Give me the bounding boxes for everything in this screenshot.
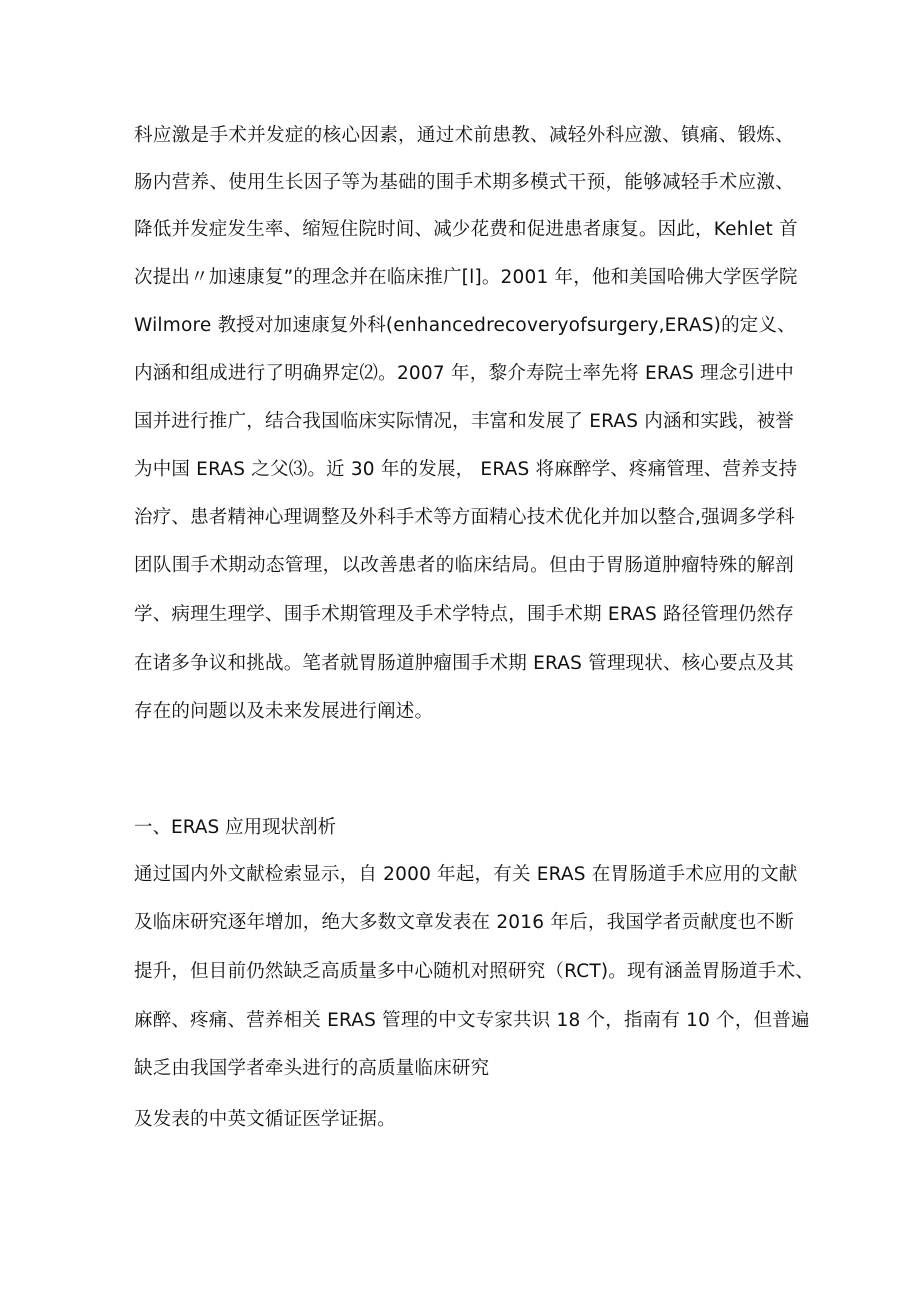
- text-line: 内涵和组成进行了明确界定⑵。2007 年，黎介寿院士率先将 ERAS 理念引进中: [134, 363, 794, 384]
- text-line: 为中国 ERAS 之父⑶。近 30 年的发展， ERAS 将麻醉学、疼痛管理、营养支持: [134, 459, 798, 480]
- text-line: 治疗、患者精神心理调整及外科手术等方面精心技术优化并加以整合,强调多学科: [134, 507, 795, 528]
- text-line: 缺乏由我国学者牵头进行的高质量临床研究: [134, 1058, 490, 1079]
- text-line: 学、病理生理学、围手术期管理及手术学特点，围手术期 ERAS 路径管理仍然存: [134, 604, 794, 625]
- text-line: 及发表的中英文循证医学证据。: [134, 1109, 396, 1130]
- text-line: 肠内营养、使用生长因子等为基础的围手术期多模式干预，能够减轻手术应激、: [134, 172, 794, 193]
- text-line: 在诸多争议和挑战。笔者就胃肠道肿瘤围手术期 ERAS 管理现状、核心要点及其: [134, 653, 794, 674]
- text-line: 科应激是手术并发症的核心因素，通过术前患教、减轻外科应激、镇痛、锻炼、: [134, 125, 794, 146]
- text-line: 及临床研究逐年增加，绝大多数文章发表在 2016 年后，我国学者贡献度也不断: [134, 912, 794, 933]
- text-line: Wilmore 教授对加速康复外科(enhancedrecoveryofsurgery,ERAS)的定义、: [134, 315, 796, 336]
- text-line: 麻醉、疼痛、营养相关 ERAS 管理的中文专家共识 18 个，指南有 10 个，但普遍: [134, 1010, 810, 1031]
- text-line: 存在的问题以及未来发展进行阐述。: [134, 701, 434, 722]
- text-line: 次提出〃加速康复”的理念并在临床推广[l]。2001 年，他和美国哈佛大学医学院: [134, 267, 798, 288]
- text-line: 提升，但目前仍然缺乏高质量多中心随机对照研究（RCT)。现有涵盖胃肠道手术、: [134, 961, 814, 982]
- text-line: 国并进行推广，结合我国临床实际情况，丰富和发展了 ERAS 内涵和实践，被誉: [134, 411, 794, 432]
- text-line: 通过国内外文献检索显示，自 2000 年起，有关 ERAS 在胃肠道手术应用的文献: [134, 864, 798, 885]
- text-line: 团队围手术期动态管理，以改善患者的临床结局。但由于胃肠道肿瘤特殊的解剖: [134, 555, 794, 576]
- text-line: 降低并发症发生率、缩短住院时间、减少花费和促进患者康复。因此，Kehlet 首: [134, 219, 798, 240]
- section-heading: 一、ERAS 应用现状剖析: [134, 817, 337, 838]
